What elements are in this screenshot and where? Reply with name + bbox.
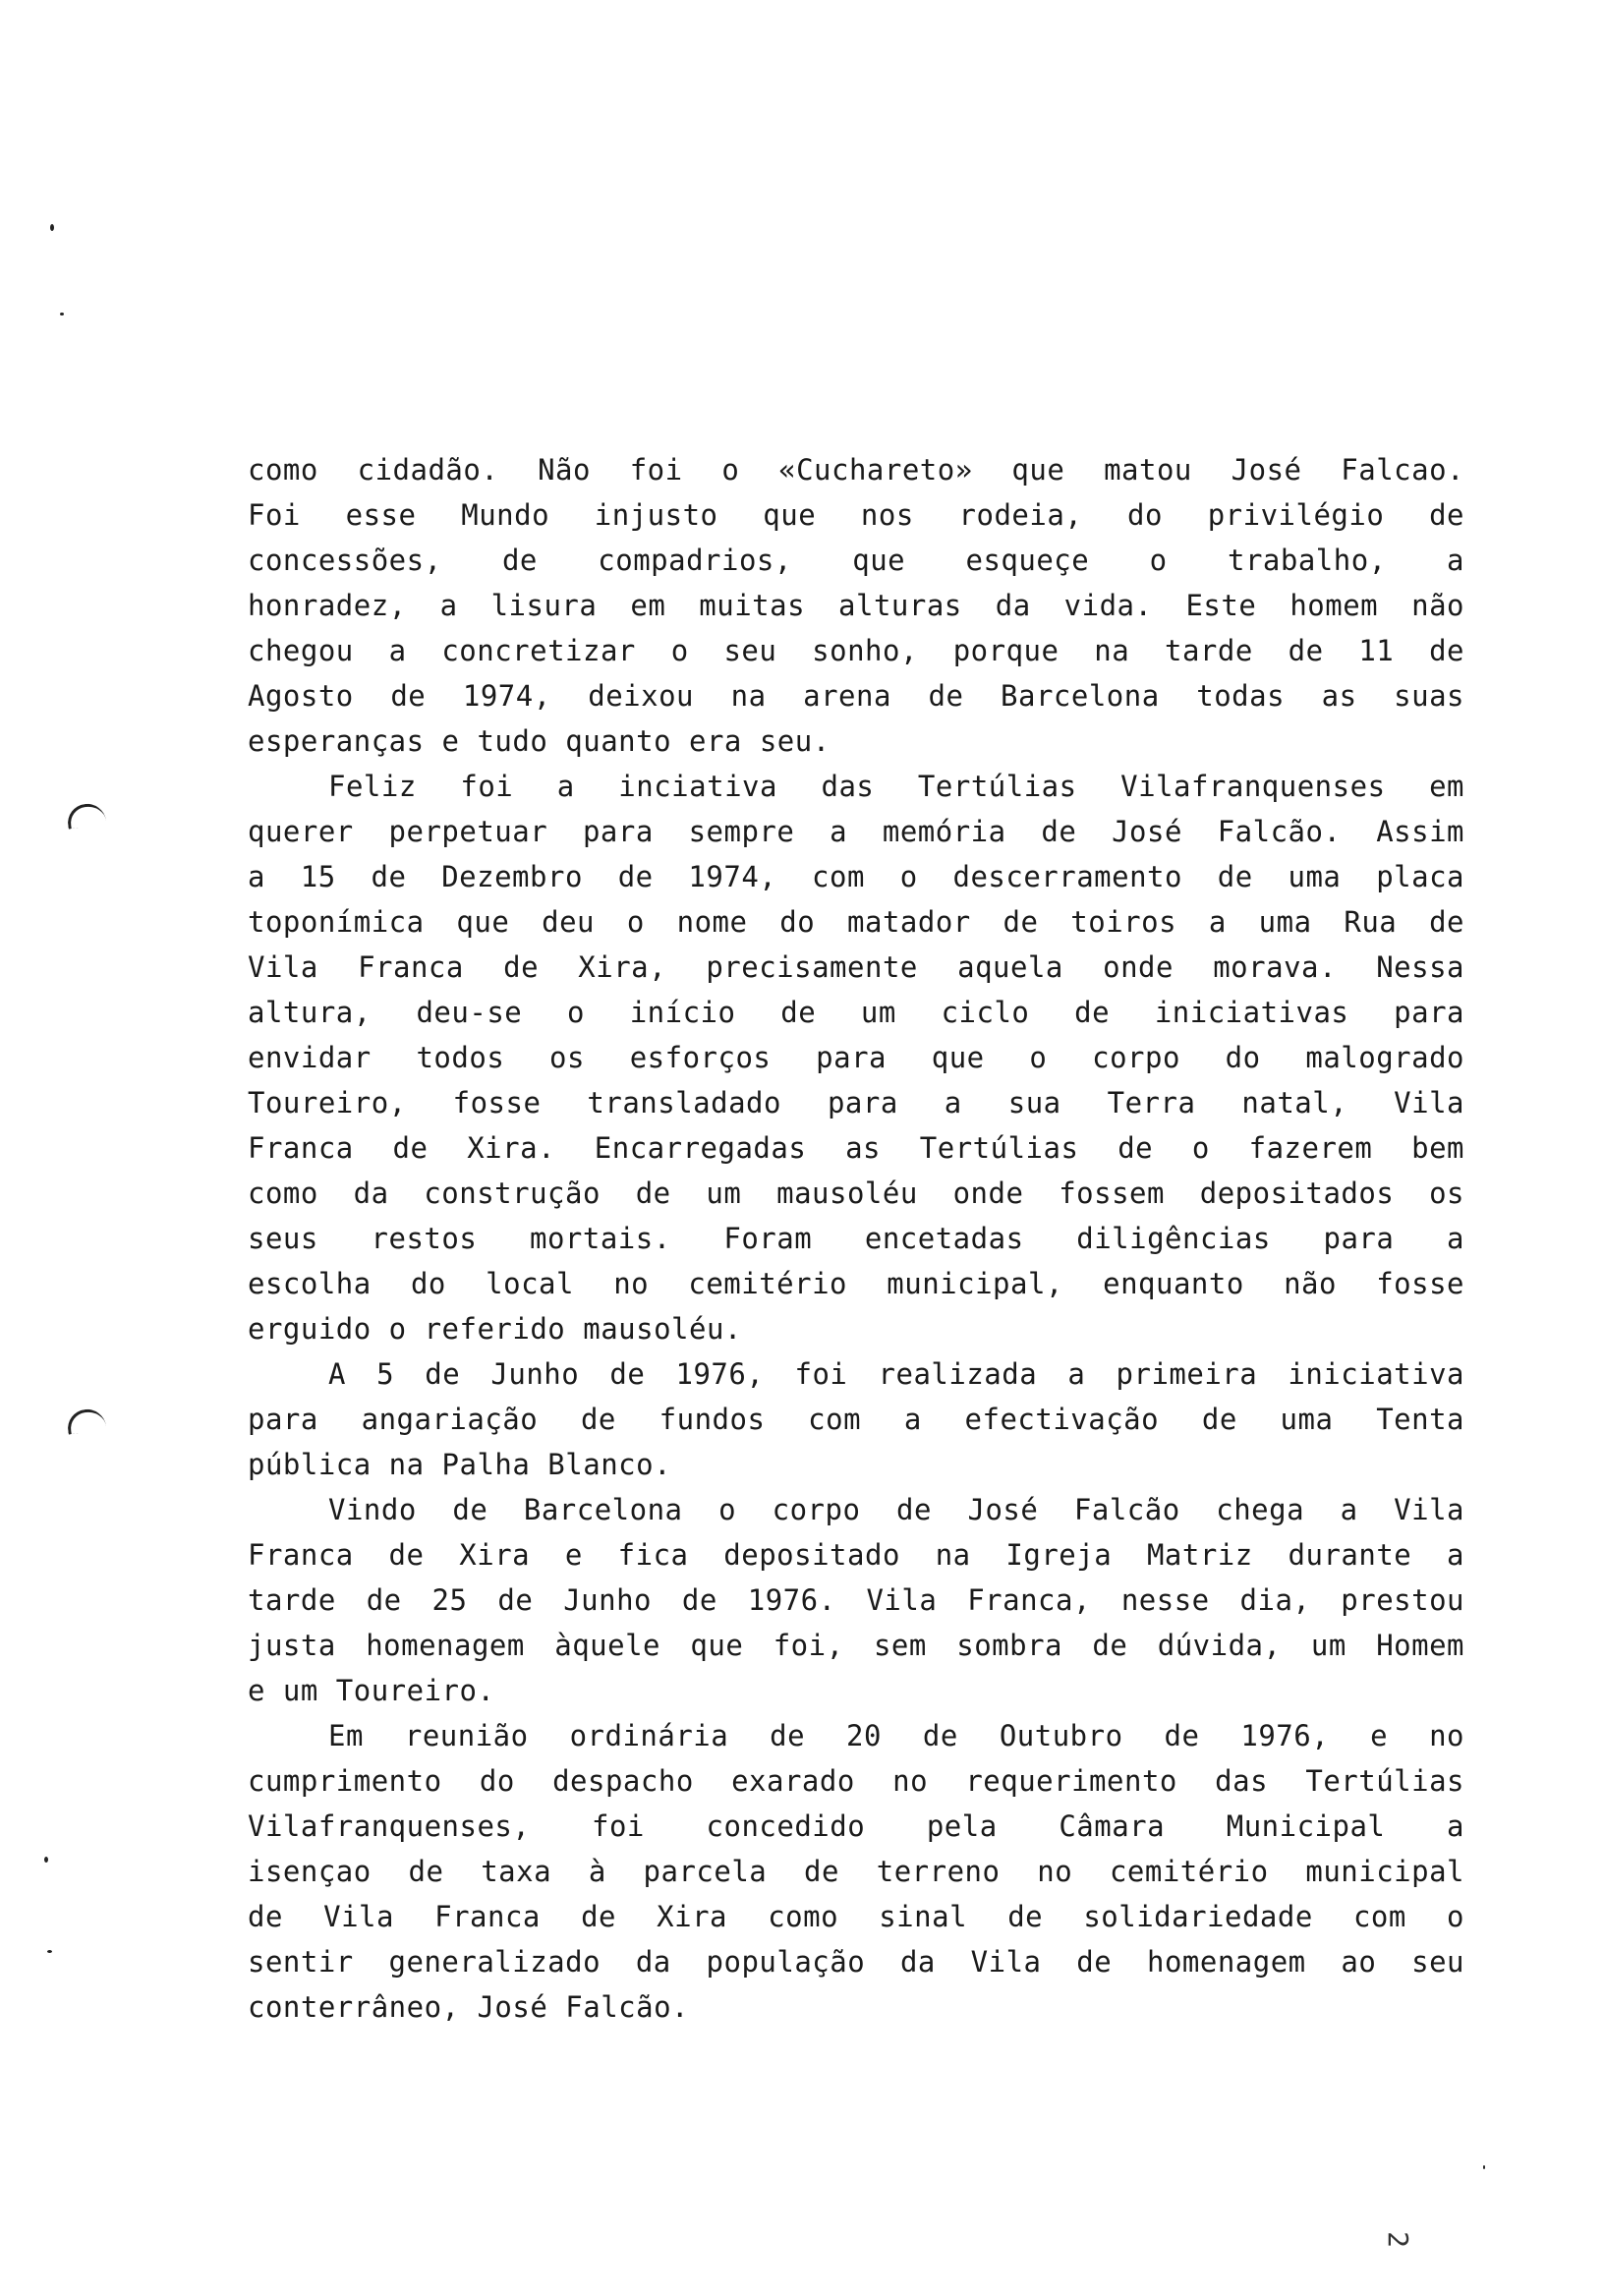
body-text (248, 447, 1464, 2030)
margin-speck (47, 1950, 52, 1953)
text-line: e um Toureiro. (248, 1674, 495, 1707)
punch-hole-mark (66, 801, 107, 829)
text-line: tarde de 25 de Junho de 1976. Vila Franca, nesse dia, prestou (248, 1583, 1464, 1617)
text-line: pública na Palha Blanco. (248, 1448, 672, 1481)
margin-speck (1483, 2165, 1485, 2169)
text-line: Vila Franca de Xira, precisamente aquela onde morava. Nessa (248, 950, 1464, 984)
margin-speck (50, 224, 54, 231)
margin-speck (44, 1857, 48, 1863)
text-line: como da construção de um mausoléu onde fossem depositados os (248, 1177, 1464, 1210)
text-line: como cidadão. Não foi o «Cuchareto» que matou José Falcao. (248, 453, 1464, 487)
text-line: a 15 de Dezembro de 1974, com o descerramento de uma placa (248, 860, 1464, 893)
text-line: de Vila Franca de Xira como sinal de solidariedade com o (248, 1900, 1464, 1933)
text-line: para angariação de fundos com a efectivação de uma Tenta (248, 1403, 1464, 1436)
text-line: toponímica que deu o nome do matador de toiros a uma Rua de (248, 905, 1464, 939)
margin-speck (60, 313, 64, 316)
text-line: querer perpetuar para sempre a memória de José Falcão. Assim (248, 815, 1464, 848)
text-line: Feliz foi a inciativa das Tertúlias Vilafranquenses em (328, 770, 1464, 803)
page-number: 2 (1381, 2231, 1414, 2248)
text-line: Franca de Xira e fica depositado na Igreja Matriz durante a (248, 1538, 1464, 1572)
text-line: justa homenagem àquele que foi, sem sombra de dúvida, um Homem (248, 1629, 1464, 1662)
text-line: Agosto de 1974, deixou na arena de Barcelona todas as suas (248, 679, 1464, 713)
text-line: cumprimento do despacho exarado no requerimento das Tertúlias (248, 1764, 1464, 1798)
text-line: altura, deu-se o início de um ciclo de iniciativas para (248, 996, 1464, 1029)
text-line: concessões, de compadrios, que esqueçe o trabalho, a (248, 544, 1464, 577)
text-line: escolha do local no cemitério municipal, enquanto não fosse (248, 1267, 1464, 1300)
text-line: Vilafranquenses, foi concedido pela Câmara Municipal a (248, 1809, 1464, 1843)
text-line: Franca de Xira. Encarregadas as Tertúlias de o fazerem bem (248, 1131, 1464, 1165)
text-line: sentir generalizado da população da Vila de homenagem ao seu (248, 1945, 1464, 1979)
text-line: A 5 de Junho de 1976, foi realizada a primeira iniciativa (328, 1357, 1464, 1391)
text-line: conterrâneo, José Falcão. (248, 1990, 689, 2024)
text-line: Toureiro, fosse transladado para a sua Terra natal, Vila (248, 1086, 1464, 1119)
text-line: seus restos mortais. Foram encetadas diligências para a (248, 1222, 1464, 1255)
text-line: honradez, a lisura em muitas alturas da vida. Este homem não (248, 589, 1464, 622)
text-line: Em reunião ordinária de 20 de Outubro de 1976, e no (328, 1719, 1464, 1752)
text-line: Vindo de Barcelona o corpo de José Falcão chega a Vila (328, 1493, 1464, 1526)
text-line: esperanças e tudo quanto era seu. (248, 724, 831, 758)
text-line: chegou a concretizar o seu sonho, porque na tarde de 11 de (248, 634, 1464, 667)
text-line: Foi esse Mundo injusto que nos rodeia, do privilégio de (248, 498, 1464, 532)
text-line: erguido o referido mausoléu. (248, 1312, 742, 1346)
text-line: envidar todos os esforços para que o corpo do malogrado (248, 1041, 1464, 1074)
text-line: isençao de taxa à parcela de terreno no cemitério municipal (248, 1855, 1464, 1888)
punch-hole-mark (66, 1406, 107, 1434)
